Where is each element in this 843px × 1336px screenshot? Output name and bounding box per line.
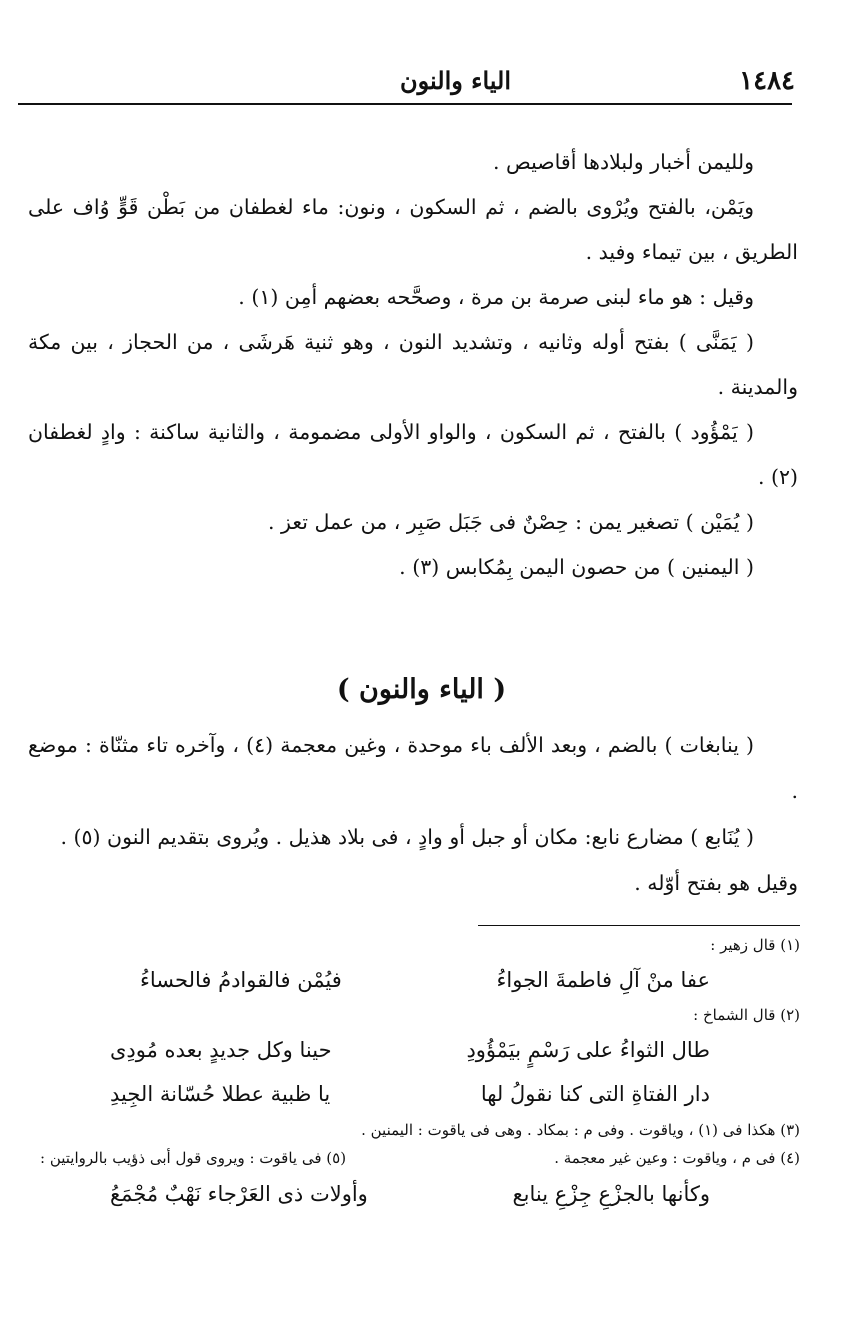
footnote-1-verse bbox=[30, 958, 800, 1002]
paragraph: ويَمْن، بالفتح ويُرْوى بالضم ، ثم السكون ، ونون: ماء لغطفان من بَطْن قَوٍّ وُاف على الطريق ، بين تيماء وفيد . bbox=[28, 195, 798, 264]
paragraph: ( اليمنين ) من حصون اليمن بِمُكابس (٣) . bbox=[399, 555, 754, 579]
footnote-4: (٤) فى م ، وياقوت : وعين غير معجمة . bbox=[554, 1149, 800, 1167]
footnote-5: (٥) فى ياقوت : ويروى قول أبى ذؤيب بالروايتين : bbox=[40, 1149, 347, 1167]
page-number: ١٤٨٤ bbox=[739, 66, 795, 96]
section-title: ( الياء والنون ) bbox=[336, 674, 507, 705]
verse-hemistich-second: حينا وكل جديدٍ بعده مُودِى bbox=[110, 1038, 332, 1062]
footnote-5-verse bbox=[30, 1172, 800, 1216]
paragraph: ( يُنَابع ) مضارع نابع: مكان أو جبل أو وادٍ ، فى بلاد هذيل . ويُروى بتقديم النون (٥) . bbox=[60, 825, 754, 849]
footnote-rule bbox=[478, 925, 800, 926]
verse-hemistich-second: وأولات ذى العَرْجاء نَهْبٌ مُجْمَعُ bbox=[110, 1182, 368, 1206]
paragraph: ( يُمَيْن ) تصغير يمن : حِصْنٌ فى جَبَل صَبِر ، من عمل تعز . bbox=[268, 510, 754, 534]
paragraph: ( يَمْؤُود ) بالفتح ، ثم السكون ، والواو الأولى مضمومة ، والثانية ساكنة : وادٍ لغطفان (٢) . bbox=[28, 420, 798, 489]
footnote-2-label: (٢) قال الشماخ : bbox=[693, 1006, 800, 1024]
verse-hemistich-second: فيُمْن فالقوادمُ فالحساءُ bbox=[140, 968, 342, 992]
paragraph: وقيل : هو ماء لبنى صرمة بن مرة ، وصحَّحه بعضهم أمِن (١) . bbox=[238, 285, 754, 309]
footnotes-4-5 bbox=[30, 1144, 800, 1172]
paragraph: وقيل هو بفتح أوّله . bbox=[634, 871, 798, 895]
footnote-1-label: (١) قال زهير : bbox=[710, 936, 800, 954]
verse-hemistich-first: طال الثواءُ على رَسْمٍ بيَمْؤُودِ bbox=[466, 1038, 710, 1062]
paragraph: ( يَمَنَّى ) بفتح أوله وثانيه ، وتشديد النون ، وهو ثنية هَرشَى ، من الحجاز ، بين مكة والمدينة . bbox=[28, 330, 798, 399]
page-header bbox=[0, 64, 843, 104]
header-rule bbox=[18, 103, 792, 105]
paragraph: ولليمن أخبار ولبلادها أقاصيص . bbox=[492, 150, 754, 174]
footnote-2-verse-2 bbox=[30, 1072, 800, 1116]
verse-hemistich-first: عفا منْ آلِ فاطمةَ الجواءُ bbox=[496, 968, 710, 992]
verse-hemistich-first: دار الفتاةِ التى كنا نقولُ لها bbox=[480, 1082, 710, 1106]
verse-hemistich-first: وكأنها بالجزْعِ جِزْعِ ينابع bbox=[512, 1182, 710, 1206]
footnotes bbox=[30, 932, 800, 1216]
footnote-3: (٣) هكذا فى (١) ، وياقوت . وفى م : بمكاد . وهى فى ياقوت : اليمنين . bbox=[361, 1121, 800, 1139]
entries-block-1 bbox=[28, 140, 798, 590]
paragraph: ( ينابغات ) بالضم ، وبعد الألف باء موحدة ، وغين معجمة (٤) ، وآخره تاء مثنّاة : موضع . bbox=[28, 733, 798, 803]
footnote-2-verse-1 bbox=[30, 1028, 800, 1072]
verse-hemistich-second: يا ظبية عطلا حُسّانة الجِيدِ bbox=[110, 1082, 331, 1106]
entries-block-2 bbox=[28, 722, 798, 906]
running-title: الياء والنون bbox=[399, 66, 511, 95]
